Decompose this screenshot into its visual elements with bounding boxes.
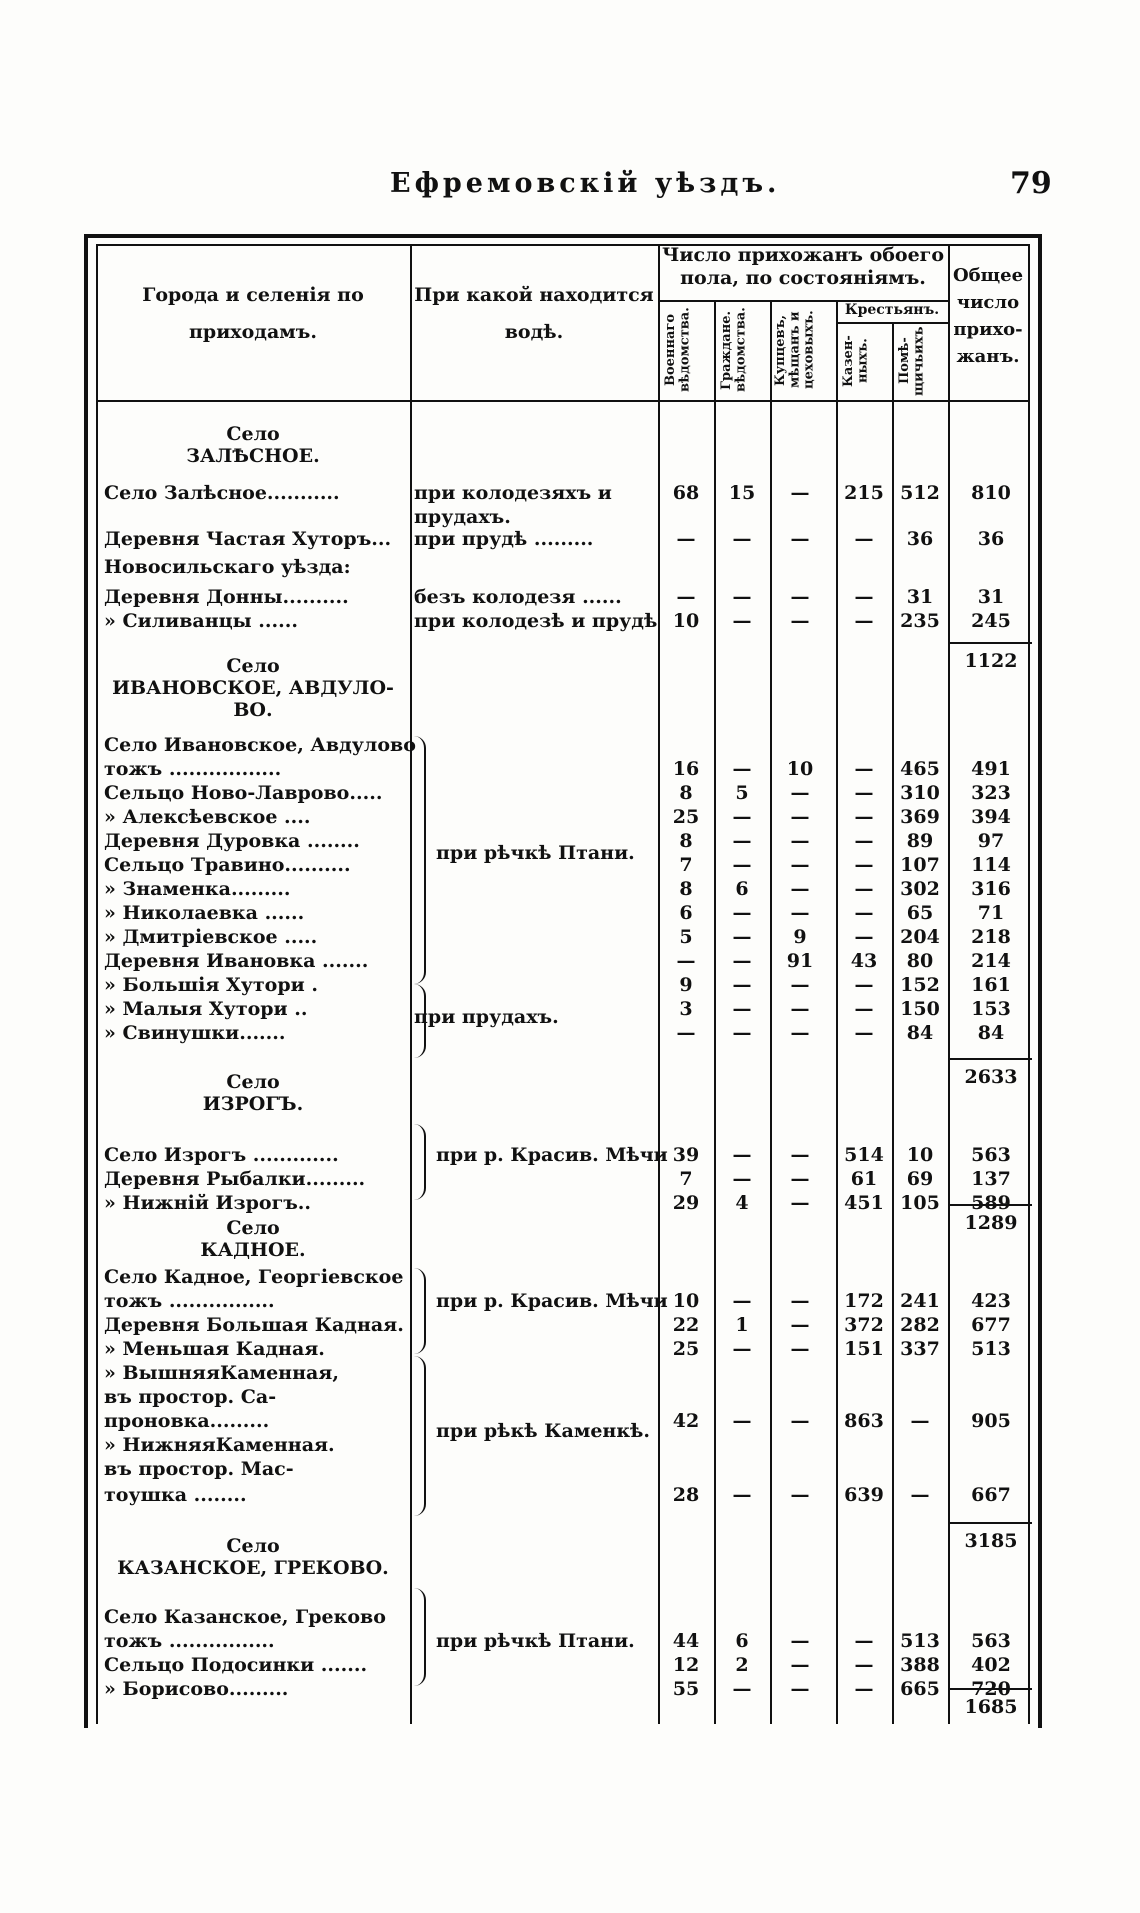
table-cell-value: — (732, 586, 752, 608)
header-settlements (100, 284, 406, 344)
table-cell-value: 512 (900, 482, 940, 504)
table-cell-value: — (790, 974, 810, 996)
table-cell-value: 337 (900, 1338, 940, 1360)
table-cell-value: 31 (906, 586, 934, 608)
table-row-name: Новосильскаго уѣзда: (104, 556, 351, 578)
table-cell-value: — (854, 782, 874, 804)
table-cell-value: — (790, 586, 810, 608)
table-cell-total: 323 (971, 782, 1011, 804)
table-cell-value: 16 (672, 758, 700, 780)
table-row-name: » Малыя Хутори .. (104, 998, 308, 1020)
header-state-line1: Казен- (841, 335, 856, 387)
table-cell-value: — (854, 854, 874, 876)
table-row-name: Сельцо Подосинки ....... (104, 1654, 368, 1676)
table-cell-value: — (854, 902, 874, 924)
table-cell-value: — (790, 1290, 810, 1312)
table-cell-value: — (790, 1192, 810, 1214)
table-cell-value: 25 (672, 806, 700, 828)
table-cell-value: 172 (844, 1290, 884, 1312)
table-cell-value: — (790, 528, 810, 550)
table-cell-value: 5 (735, 782, 749, 804)
table-cell-value: 25 (672, 1338, 700, 1360)
table-cell-value: — (732, 1484, 752, 1506)
table-cell-value: — (732, 830, 752, 852)
table-row-water: при р. Красив. Мѣчи (436, 1290, 668, 1312)
table-cell-value: — (732, 926, 752, 948)
table-cell-value: 639 (844, 1484, 884, 1506)
table-row-water: при прудахъ. (414, 1006, 559, 1028)
section-heading-line: Село (226, 1535, 280, 1557)
table-cell-total: 394 (971, 806, 1011, 828)
table-cell-total: 810 (971, 482, 1011, 504)
table-cell-value: — (790, 782, 810, 804)
header-total-line3: прихо- (953, 319, 1023, 340)
table-cell-value: 9 (679, 974, 693, 996)
table-cell-total: 491 (971, 758, 1011, 780)
table-cell-value: 513 (900, 1630, 940, 1652)
table-cell-value: — (732, 998, 752, 1020)
table-row-name: » НижняяКаменная. (104, 1434, 335, 1456)
running-title: Ефремовскій уѣздъ. (390, 168, 781, 199)
table-cell-value: 89 (906, 830, 934, 852)
table-cell-value: 84 (906, 1022, 934, 1044)
header-military (664, 304, 710, 396)
table-row-name: тожъ ................ (104, 1630, 275, 1652)
table-cell-value: — (854, 1678, 874, 1700)
table-row-name: » Алексѣевское .... (104, 806, 311, 828)
table-row-name: Сельцо Ново-Лаврово..... (104, 782, 383, 804)
header-settlements-line1: Города и селенія по (142, 284, 364, 306)
brace-kadnoe-kamenka (414, 1356, 426, 1516)
table-cell-value: 372 (844, 1314, 884, 1336)
brace-ivanovskoe (414, 736, 426, 984)
header-civil-line2: вѣдомства. (733, 307, 749, 393)
table-row-name: тоушка ........ (104, 1484, 247, 1506)
section-heading-zalesnoe (100, 424, 406, 468)
table-cell-value: 3 (679, 998, 693, 1020)
table-cell-total: 423 (971, 1290, 1011, 1312)
table-cell-value: 451 (844, 1192, 884, 1214)
table-cell-value: — (732, 1678, 752, 1700)
table-cell-value: — (676, 586, 696, 608)
table-cell-value: — (790, 998, 810, 1020)
table-cell-value: — (854, 758, 874, 780)
table-row-name: Деревня Ивановка ....... (104, 950, 369, 972)
table-row-name: » Силиванцы ...... (104, 610, 298, 632)
table-cell-value: 22 (672, 1314, 700, 1336)
table-row-name: » Знаменка......... (104, 878, 291, 900)
table-cell-value: 5 (679, 926, 693, 948)
header-water-line1: При какой находится (414, 284, 654, 306)
table-cell-value: 15 (728, 482, 756, 504)
table-cell-value: 42 (672, 1410, 700, 1432)
table-cell-value: 665 (900, 1678, 940, 1700)
table-cell-value: — (790, 1630, 810, 1652)
table-cell-value: 152 (900, 974, 940, 996)
table-row-name: » ВышняяКаменная, (104, 1362, 339, 1384)
header-water-line2: водѣ. (504, 320, 564, 343)
table-cell-value: 36 (906, 528, 934, 550)
header-group-line1: Число прихожанъ обоего (662, 244, 944, 266)
page-number: 79 (1010, 166, 1052, 201)
table-cell-value: — (790, 1144, 810, 1166)
table-row-name: Село Изрогъ ............. (104, 1144, 339, 1166)
table-cell-value: — (854, 1654, 874, 1676)
table-cell-value: 12 (672, 1654, 700, 1676)
header-military-line1: Военнаго (663, 313, 678, 387)
header-landlord-line1: Помѣ- (897, 337, 912, 385)
table-cell-value: 302 (900, 878, 940, 900)
table-cell-value: 235 (900, 610, 940, 632)
table-cell-value: — (854, 974, 874, 996)
table-cell-total: 677 (971, 1314, 1011, 1336)
table-cell-value: 29 (672, 1192, 700, 1214)
table-cell-value: 61 (850, 1168, 878, 1190)
table-row-name: Деревня Частая Хуторъ... (104, 528, 392, 550)
table-cell-value: — (790, 482, 810, 504)
table-row-name: » Меньшая Кадная. (104, 1338, 325, 1360)
header-merchants (774, 304, 832, 396)
header-merchants-line3: цеховыхъ. (801, 310, 817, 390)
table-cell-value: 241 (900, 1290, 940, 1312)
table-row-name: » Большія Хутори . (104, 974, 318, 996)
header-state-peasants (842, 326, 888, 396)
table-cell-value: — (732, 1144, 752, 1166)
header-landlord-line2: щичьихъ (911, 326, 927, 396)
table-cell-value: 91 (786, 950, 814, 972)
table-cell-value: — (790, 878, 810, 900)
table-cell-value: 151 (844, 1338, 884, 1360)
table-cell-value: — (732, 854, 752, 876)
table-cell-value: — (854, 528, 874, 550)
table-cell-value: — (732, 528, 752, 550)
subtotal-rule (950, 1522, 1032, 1524)
table-cell-value: — (732, 806, 752, 828)
table-row-water: при р. Красив. Мѣчи (436, 1144, 668, 1166)
table-cell-value: — (910, 1484, 930, 1506)
table-cell-value: 8 (679, 782, 693, 804)
header-civil (720, 304, 766, 396)
table-row-name: въ простор. Са- (104, 1386, 277, 1408)
table-cell-total: 84 (977, 1022, 1005, 1044)
table-row-name: Сельцо Травино.......... (104, 854, 351, 876)
table-cell-total: 114 (971, 854, 1011, 876)
table-cell-total: 513 (971, 1338, 1011, 1360)
table-cell-total: 589 (971, 1192, 1011, 1214)
section-heading-line: КАЗАНСКОЕ, ГРЕКОВО. (117, 1556, 389, 1579)
header-total-line1: Общее (952, 265, 1024, 286)
table-cell-total: 905 (971, 1410, 1011, 1432)
table-cell-value: 65 (906, 902, 934, 924)
table-row-name: проновка......... (104, 1410, 270, 1432)
header-total (950, 262, 1026, 370)
section-heading-izrog (100, 1072, 406, 1116)
table-row-water: при колодезяхъ и (414, 482, 612, 504)
brace-kadnoe-river (414, 1268, 426, 1354)
table-cell-value: — (790, 1314, 810, 1336)
table-row-water: при рѣкѣ Каменкѣ. (436, 1420, 651, 1442)
table-cell-total: 161 (971, 974, 1011, 996)
table-cell-total: 720 (971, 1678, 1011, 1700)
header-settlements-line2: приходамъ. (189, 320, 317, 343)
table-cell-value: 10 (906, 1144, 934, 1166)
table-cell-total: 245 (971, 610, 1011, 632)
table-cell-value: — (732, 974, 752, 996)
table-cell-value: 7 (679, 1168, 693, 1190)
table-cell-total: 36 (977, 528, 1005, 550)
table-cell-value: — (732, 1338, 752, 1360)
table-cell-value: — (732, 1022, 752, 1044)
table-cell-value: 8 (679, 878, 693, 900)
section-heading-kadnoe (100, 1218, 406, 1262)
table-cell-value: — (854, 1630, 874, 1652)
table-cell-value: 863 (844, 1410, 884, 1432)
table-cell-value: — (732, 950, 752, 972)
table-cell-value: 28 (672, 1484, 700, 1506)
table-row-name: тожъ ................ (104, 1290, 275, 1312)
table-cell-value: — (790, 1678, 810, 1700)
header-merchants-line1: Купцевъ, (773, 314, 788, 386)
table-cell-total: 31 (977, 586, 1005, 608)
section-heading-kazanskoe (100, 1536, 406, 1580)
table-cell-value: — (676, 1022, 696, 1044)
table-cell-total: 563 (971, 1144, 1011, 1166)
table-cell-value: — (790, 806, 810, 828)
table-cell-value: 69 (906, 1168, 934, 1190)
table-cell-value: — (790, 854, 810, 876)
header-civil-line1: Граждане. (719, 310, 734, 390)
table-cell-value: 465 (900, 758, 940, 780)
table-cell-total: 316 (971, 878, 1011, 900)
section-heading-line: Село (226, 423, 280, 445)
table-cell-value: 204 (900, 926, 940, 948)
table-cell-total: 402 (971, 1654, 1011, 1676)
table-cell-total: 214 (971, 950, 1011, 972)
table-cell-value: — (854, 586, 874, 608)
table-row-water: при колодезѣ и прудѣ (414, 610, 658, 632)
section-heading-ivanovskoe (100, 656, 406, 722)
table-cell-value: 10 (672, 1290, 700, 1312)
header-landlord-peasants (898, 326, 944, 396)
table-row-name: Деревня Рыбалки......... (104, 1168, 366, 1190)
table-cell-value: 6 (679, 902, 693, 924)
table-cell-total: 71 (977, 902, 1005, 924)
table-cell-value: 10 (786, 758, 814, 780)
table-cell-value: — (854, 878, 874, 900)
table-cell-value: — (854, 806, 874, 828)
table-cell-value: — (676, 528, 696, 550)
section-heading-line: Село (226, 1071, 280, 1093)
table-cell-value: — (790, 1484, 810, 1506)
table-cell-value: — (854, 926, 874, 948)
table-cell-value: 6 (735, 878, 749, 900)
subtotal-rule (950, 1058, 1032, 1060)
table-row-name: Деревня Большая Кадная. (104, 1314, 404, 1336)
table-cell-value: 514 (844, 1144, 884, 1166)
subtotal-rule (950, 642, 1032, 644)
section-heading-line: КАДНОЕ. (200, 1238, 306, 1261)
table-cell-value: 7 (679, 854, 693, 876)
table-row-name: Село Кадное, Георгіевское (104, 1266, 404, 1288)
table-cell-value: 388 (900, 1654, 940, 1676)
table-cell-value: — (676, 950, 696, 972)
table-row-name: тожъ ................. (104, 758, 282, 780)
table-cell-value: — (790, 1168, 810, 1190)
table-cell-value: 282 (900, 1314, 940, 1336)
table-cell-value: 44 (672, 1630, 700, 1652)
table-cell-value: — (854, 830, 874, 852)
table-cell-value: 2 (735, 1654, 749, 1676)
table-cell-value: — (732, 758, 752, 780)
header-group-line2: пола, по состояніямъ. (680, 266, 926, 289)
subtotal: 1122 (964, 650, 1018, 672)
table-row-water: при рѣчкѣ Птани. (436, 1630, 635, 1652)
col-divider-1 (410, 244, 412, 1724)
table-cell-total: 137 (971, 1168, 1011, 1190)
header-merchants-line2: мѣщанъ и (787, 311, 803, 389)
table-row-name: » Борисово......... (104, 1678, 289, 1700)
header-state-line2: ныхъ. (855, 338, 871, 384)
header-peasants: Крестьянъ. (844, 302, 940, 318)
table-cell-value: 80 (906, 950, 934, 972)
header-total-line4: жанъ. (956, 346, 1020, 367)
table-row-name: Деревня Дуровка ........ (104, 830, 360, 852)
table-cell-total: 153 (971, 998, 1011, 1020)
table-cell-value: — (790, 1338, 810, 1360)
table-cell-total: 97 (977, 830, 1005, 852)
table-cell-total: 563 (971, 1630, 1011, 1652)
header-water (414, 284, 654, 344)
section-heading-line: ИВАНОВСКОЕ, АВДУЛО- (112, 676, 394, 699)
table-row-name: Село Ивановское, Авдулово (104, 734, 416, 756)
table-cell-value: 68 (672, 482, 700, 504)
table-cell-value: 4 (735, 1192, 749, 1214)
table-row-name: » Нижній Изрогъ.. (104, 1192, 312, 1214)
subtotal: 3185 (964, 1530, 1018, 1552)
table-cell-value: 150 (900, 998, 940, 1020)
table-cell-value: — (790, 1410, 810, 1432)
table-row-water: безъ колодезя ...... (414, 586, 622, 608)
table-cell-value: 39 (672, 1144, 700, 1166)
table-row-water: при рѣчкѣ Птани. (436, 842, 635, 864)
table-cell-value: 55 (672, 1678, 700, 1700)
section-heading-line: Село (226, 655, 280, 677)
table-cell-value: 43 (850, 950, 878, 972)
table-cell-value: 1 (735, 1314, 749, 1336)
header-parishioners-group (660, 244, 946, 290)
table-cell-value: — (854, 1022, 874, 1044)
brace-izrog (414, 1124, 426, 1200)
table-cell-value: 369 (900, 806, 940, 828)
subtotal: 1685 (964, 1696, 1018, 1718)
subtotal: 2633 (964, 1066, 1018, 1088)
table-cell-total: 218 (971, 926, 1011, 948)
table-cell-value: 107 (900, 854, 940, 876)
table-cell-value: — (790, 830, 810, 852)
table-row-water: прудахъ. (414, 506, 511, 528)
table-cell-total: 667 (971, 1484, 1011, 1506)
table-cell-value: — (732, 902, 752, 924)
header-bottom-rule (96, 400, 1028, 402)
table-cell-value: — (910, 1410, 930, 1432)
section-heading-line: Село (226, 1217, 280, 1239)
table-cell-value: — (732, 610, 752, 632)
table-cell-value: 9 (793, 926, 807, 948)
table-row-name: въ простор. Мас- (104, 1458, 294, 1480)
table-row-name: Деревня Донны.......... (104, 586, 349, 608)
table-cell-value: — (732, 1168, 752, 1190)
table-cell-value: 215 (844, 482, 884, 504)
table-row-water: при прудѣ ......... (414, 528, 594, 550)
brace-kazanskoe (414, 1588, 426, 1686)
header-military-line2: вѣдомства. (677, 307, 693, 393)
table-cell-value: 6 (735, 1630, 749, 1652)
table-cell-value: — (732, 1290, 752, 1312)
table-cell-value: — (790, 1022, 810, 1044)
table-cell-value: — (854, 610, 874, 632)
table-row-name: Село Казанское, Греково (104, 1606, 386, 1628)
subtotal: 1289 (964, 1212, 1018, 1234)
table-cell-value: 8 (679, 830, 693, 852)
table-cell-value: 10 (672, 610, 700, 632)
section-heading-line: ЗАЛѢСНОЕ. (186, 444, 320, 467)
peasants-header-rule (836, 322, 948, 324)
table-cell-value: — (790, 1654, 810, 1676)
table-row-name: » Дмитріевское ..... (104, 926, 318, 948)
table-cell-value: — (854, 998, 874, 1020)
header-total-line2: число (956, 292, 1020, 313)
table-cell-value: 105 (900, 1192, 940, 1214)
table-row-name: Село Залѣсное........... (104, 482, 340, 504)
section-heading-line: ВО. (233, 698, 273, 721)
table-cell-value: — (732, 1410, 752, 1432)
table-cell-value: — (790, 610, 810, 632)
left-inner-rule (96, 244, 98, 1724)
table-cell-value: 310 (900, 782, 940, 804)
table-row-name: » Николаевка ...... (104, 902, 305, 924)
table-row-name: » Свинушки....... (104, 1022, 286, 1044)
section-heading-line: ИЗРОГЪ. (202, 1092, 304, 1115)
table-cell-value: — (790, 902, 810, 924)
